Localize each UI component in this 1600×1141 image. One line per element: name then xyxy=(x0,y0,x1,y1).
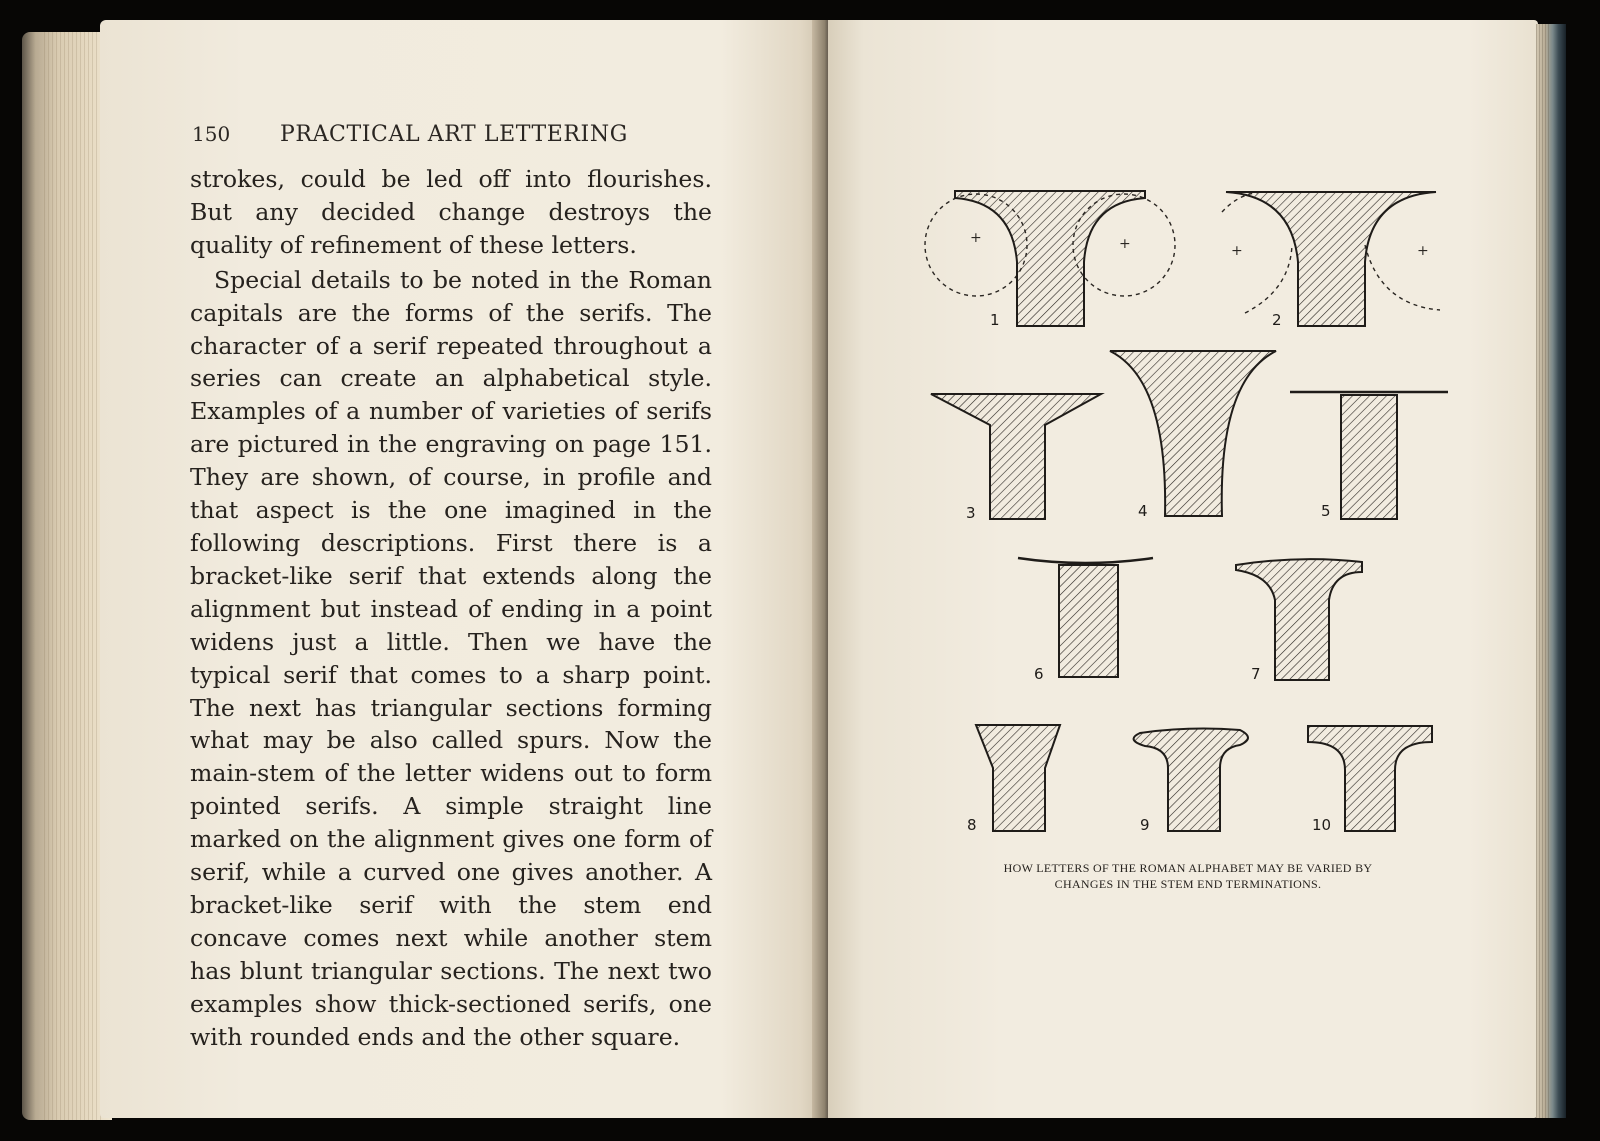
figure-label: 2 xyxy=(1272,311,1282,329)
serif-example-3 xyxy=(931,394,1101,519)
serif-example-4 xyxy=(1110,351,1276,516)
figure-label: 8 xyxy=(967,816,977,834)
figure-label: 9 xyxy=(1140,816,1150,834)
caption-line: CHANGES IN THE STEM END TERMINATIONS. xyxy=(1054,877,1322,891)
figure-caption xyxy=(938,860,1438,892)
figure-label: 10 xyxy=(1312,816,1332,834)
figure-label: 6 xyxy=(1034,665,1044,683)
serif-example-1 xyxy=(925,191,1175,326)
serif-example-2 xyxy=(1222,192,1440,326)
serif-example-8 xyxy=(976,725,1060,831)
caption-line: HOW LETTERS OF THE ROMAN ALPHABET MAY BE VARIED BY xyxy=(1003,861,1373,875)
figure-label: 5 xyxy=(1321,502,1331,520)
running-title: PRACTICAL ART LETTERING xyxy=(280,122,628,147)
figure-label: 7 xyxy=(1251,665,1261,683)
figure-label: 1 xyxy=(990,311,1000,329)
page-number: 150 xyxy=(192,122,231,146)
serif-example-9 xyxy=(1134,729,1248,831)
figure-label: 3 xyxy=(966,504,976,522)
paragraph: strokes, could be led off into flourishes. But any decided change destroys the quality of refinement of these letters. xyxy=(190,165,712,259)
svg-text:+: + xyxy=(970,230,982,246)
svg-text:+: + xyxy=(1417,243,1429,259)
paragraph: Special details to be noted in the Roman capitals are the forms of the serifs. The character of a serif repeated throughout a series can create an alphabetical style. Examples of a number of varieties of serifs are pictured in the engraving on page 151. They are shown, of course, in profile and that aspect is the one imagined in the following descriptions. First there is a bracket-like serif that extends along the alignment but instead of ending in a point widens just a little. Then we have the typical serif that comes to a sharp point. The next has triangular sections forming what may be also called spurs. Now the main-stem of the letter widens out to form pointed serifs. A simple straight line marked on the alignment gives one form of serif, while a curved one gives another. A bracket-like serif with the stem end concave comes next while another stem has blunt triangular sections. The next two examples show thick-sectioned serifs, one with rounded ends and the other square. xyxy=(190,265,712,1051)
svg-text:+: + xyxy=(1119,236,1131,252)
svg-text:+: + xyxy=(1231,243,1243,259)
serif-example-7 xyxy=(1236,559,1362,680)
serif-example-6 xyxy=(1018,558,1153,677)
figure-label: 4 xyxy=(1138,502,1148,520)
serif-example-5 xyxy=(1290,392,1448,519)
